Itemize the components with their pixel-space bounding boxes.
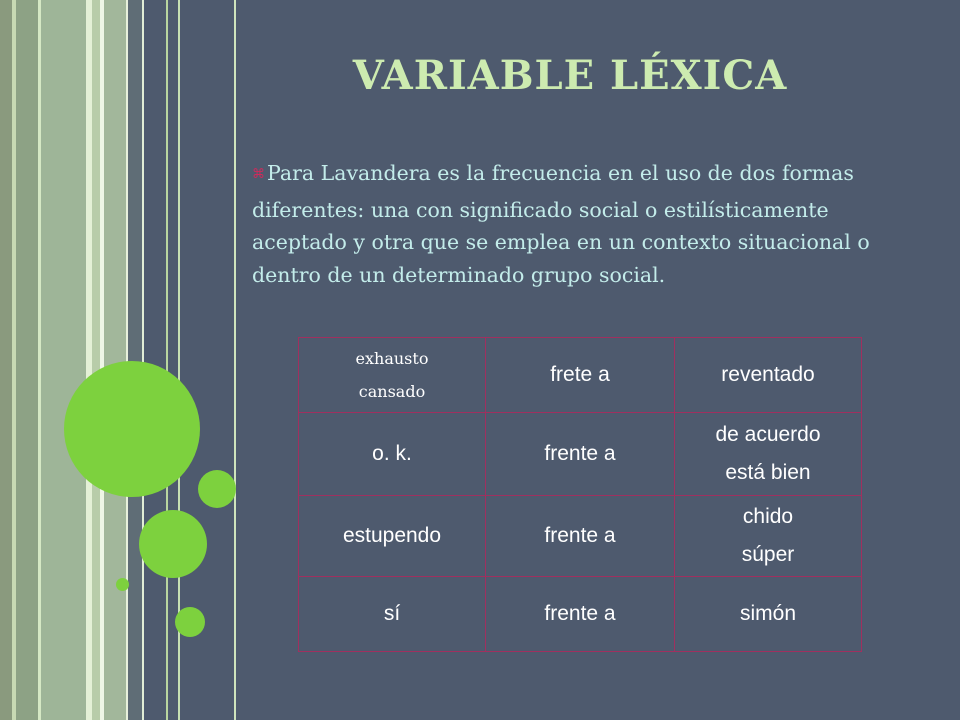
decor-circle-tiny [116, 578, 129, 591]
table-cell [299, 577, 486, 652]
slide-title: VARIABLE LÉXICA [352, 52, 788, 99]
wingding-bullet-icon: ⌘ [252, 167, 265, 182]
cell-text: cansado [358, 382, 426, 401]
decor-stripe [128, 0, 142, 720]
cell-text: simón [739, 602, 797, 625]
decor-stripe [234, 0, 236, 720]
lexical-variants-table [298, 337, 862, 652]
table-cell [675, 577, 862, 652]
table-cell [486, 577, 675, 652]
decor-stripe [41, 0, 86, 720]
table-cell [675, 496, 862, 577]
decor-stripe [0, 0, 12, 720]
cell-text: frete a [550, 363, 610, 386]
table-cell [486, 338, 675, 413]
table-cell [675, 413, 862, 496]
table-cell [299, 413, 486, 496]
decor-circle-small [198, 470, 236, 508]
table-row [299, 577, 862, 652]
table-cell [486, 496, 675, 577]
cell-text: chido [742, 505, 794, 528]
cell-text: está bien [725, 461, 811, 484]
cell-text: de acuerdo [715, 423, 821, 446]
cell-text: o. k. [372, 442, 412, 465]
decor-circle-large [64, 361, 200, 497]
cell-text: frente a [544, 442, 616, 465]
table-cell [299, 338, 486, 413]
bullet-paragraph [252, 157, 872, 291]
table-cell [675, 338, 862, 413]
cell-text: frente a [544, 524, 616, 547]
cell-text: estupendo [342, 524, 442, 547]
table-row [299, 496, 862, 577]
table-row [299, 338, 862, 413]
decor-stripe [104, 0, 126, 720]
decor-stripe [166, 0, 168, 720]
cell-text: reventado [721, 363, 815, 386]
decor-circle-medium [139, 510, 207, 578]
table-cell [299, 496, 486, 577]
decor-stripe [92, 0, 100, 720]
decor-stripe [16, 0, 38, 720]
decor-circle-small [175, 607, 205, 637]
table-cell [486, 413, 675, 496]
cell-text: exhausto [355, 349, 429, 368]
cell-text: frente a [544, 602, 616, 625]
paragraph-text: Para Lavandera es la frecuencia en el uso de dos formas diferentes: una con significado social o estilísticamente aceptado y otra que se emplea en un contexto situacional o dentro de un determinado grupo social. [252, 161, 870, 287]
decor-stripe [142, 0, 144, 720]
cell-text: súper [741, 543, 795, 566]
table-row [299, 413, 862, 496]
cell-text: sí [383, 602, 401, 625]
